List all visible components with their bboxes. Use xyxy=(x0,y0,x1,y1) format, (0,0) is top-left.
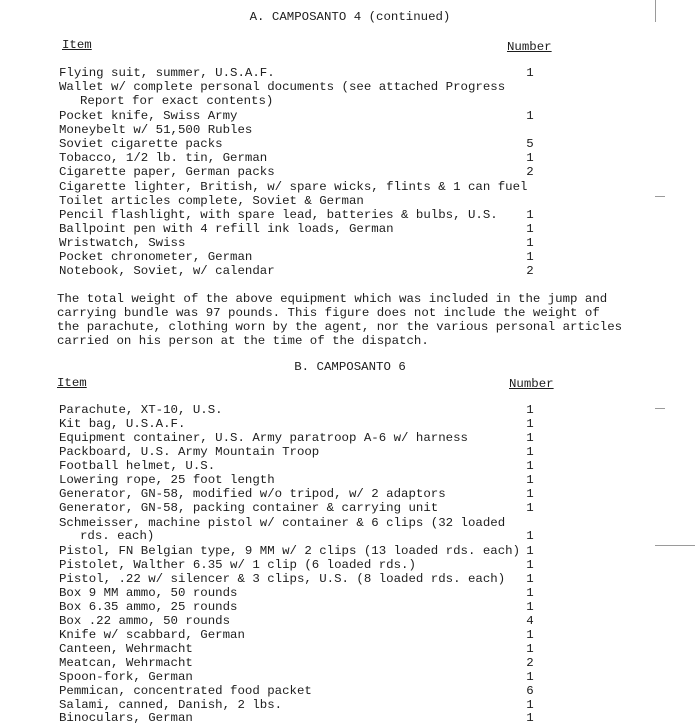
list-item xyxy=(0,614,700,628)
list-item xyxy=(0,123,700,137)
item-description: Kit bag, U.S.A.F. xyxy=(59,417,186,431)
list-item xyxy=(0,403,700,417)
item-description: Pemmican, concentrated food packet xyxy=(59,684,312,698)
list-item xyxy=(0,94,700,108)
item-description: Pistol, FN Belgian type, 9 MM w/ 2 clips (13 loaded rds. each) xyxy=(59,544,521,558)
item-description: Wristwatch, Swiss xyxy=(59,236,186,250)
list-item xyxy=(0,698,700,712)
item-description: Football helmet, U.S. xyxy=(59,459,216,473)
list-item xyxy=(0,473,700,487)
item-number: 1 xyxy=(526,544,534,558)
item-description: Tobacco, 1/2 lb. tin, German xyxy=(59,151,268,165)
paragraph-line: carried on his person at the time of the dispatch. xyxy=(57,334,429,348)
list-item xyxy=(0,165,700,179)
item-number: 1 xyxy=(526,600,534,614)
item-number: 1 xyxy=(526,151,534,165)
item-number: 6 xyxy=(526,684,534,698)
item-description: Ballpoint pen with 4 refill ink loads, German xyxy=(59,222,394,236)
list-item xyxy=(0,66,700,80)
item-description: Wallet w/ complete personal documents (see attached Progress xyxy=(59,80,506,94)
item-number: 1 xyxy=(526,473,534,487)
item-description: Soviet cigarette packs xyxy=(59,137,223,151)
paragraph-line: the parachute, clothing worn by the agent, nor the various personal articles xyxy=(57,320,623,334)
list-item xyxy=(0,572,700,586)
item-number: 1 xyxy=(526,711,534,725)
list-item xyxy=(0,109,700,123)
item-number: 2 xyxy=(526,165,534,179)
item-description: Pencil flashlight, with spare lead, batteries & bulbs, U.S. xyxy=(59,208,498,222)
list-item xyxy=(0,586,700,600)
item-number: 1 xyxy=(526,417,534,431)
item-number: 5 xyxy=(526,137,534,151)
list-item xyxy=(0,264,700,278)
list-item xyxy=(0,529,700,543)
section-b-item-header: Item xyxy=(57,376,87,390)
list-item xyxy=(0,137,700,151)
item-description: Notebook, Soviet, w/ calendar xyxy=(59,264,275,278)
item-number: 1 xyxy=(526,501,534,515)
list-item xyxy=(0,180,700,194)
list-item xyxy=(0,445,700,459)
item-description: Pistol, .22 w/ silencer & 3 clips, U.S. (8 loaded rds. each) xyxy=(59,572,506,586)
list-item xyxy=(0,642,700,656)
list-item xyxy=(0,431,700,445)
item-description: Schmeisser, machine pistol w/ container & 6 clips (32 loaded xyxy=(59,516,506,530)
list-item xyxy=(0,711,700,725)
item-description: Canteen, Wehrmacht xyxy=(59,642,193,656)
item-description: Equipment container, U.S. Army paratroop A-6 w/ harness xyxy=(59,431,468,445)
item-number: 1 xyxy=(526,670,534,684)
list-item xyxy=(0,516,700,530)
item-number: 1 xyxy=(526,558,534,572)
item-number: 2 xyxy=(526,656,534,670)
list-item xyxy=(0,600,700,614)
item-description: Knife w/ scabbard, German xyxy=(59,628,245,642)
item-description: Box .22 ammo, 50 rounds xyxy=(59,614,231,628)
section-a-number-header: Number xyxy=(507,40,552,54)
item-description: Meatcan, Wehrmacht xyxy=(59,656,193,670)
list-item xyxy=(0,501,700,515)
item-description: Parachute, XT-10, U.S. xyxy=(59,403,223,417)
item-number: 1 xyxy=(526,459,534,473)
weight-paragraph xyxy=(57,292,623,348)
item-number: 1 xyxy=(526,445,534,459)
item-description: Pocket knife, Swiss Army xyxy=(59,109,238,123)
item-description: Generator, GN-58, modified w/o tripod, w/ 2 adaptors xyxy=(59,487,446,501)
item-description: Lowering rope, 25 foot length xyxy=(59,473,275,487)
item-description: Moneybelt w/ 51,500 Rubles xyxy=(59,123,253,137)
list-item xyxy=(0,487,700,501)
item-description: Generator, GN-58, packing container & carrying unit xyxy=(59,501,439,515)
item-number: 1 xyxy=(526,222,534,236)
list-item xyxy=(0,194,700,208)
item-number: 1 xyxy=(526,642,534,656)
item-description: Packboard, U.S. Army Mountain Troop xyxy=(59,445,320,459)
item-description: rds. each) xyxy=(80,529,155,543)
item-description: Binoculars, German xyxy=(59,711,193,725)
item-number: 1 xyxy=(526,66,534,80)
item-description: Cigarette paper, German packs xyxy=(59,165,275,179)
list-item xyxy=(0,684,700,698)
item-description: Report for exact contents) xyxy=(80,94,274,108)
list-item xyxy=(0,670,700,684)
item-number: 2 xyxy=(526,264,534,278)
list-item xyxy=(0,417,700,431)
list-item xyxy=(0,236,700,250)
item-number: 1 xyxy=(526,487,534,501)
item-description: Spoon-fork, German xyxy=(59,670,193,684)
list-item xyxy=(0,544,700,558)
item-description: Salami, canned, Danish, 2 lbs. xyxy=(59,698,283,712)
section-b-number-header: Number xyxy=(509,377,554,391)
item-description: Box 9 MM ammo, 50 rounds xyxy=(59,586,238,600)
paragraph-line: carrying bundle was 97 pounds. This figure does not include the weight of xyxy=(57,306,600,320)
list-item xyxy=(0,250,700,264)
item-number: 1 xyxy=(526,109,534,123)
item-number: 1 xyxy=(526,698,534,712)
item-number: 1 xyxy=(526,236,534,250)
item-number: 1 xyxy=(526,529,534,543)
list-item xyxy=(0,628,700,642)
item-description: Box 6.35 ammo, 25 rounds xyxy=(59,600,238,614)
item-number: 1 xyxy=(526,431,534,445)
item-number: 1 xyxy=(526,403,534,417)
item-number: 4 xyxy=(526,614,534,628)
list-item xyxy=(0,558,700,572)
item-number: 1 xyxy=(526,208,534,222)
list-item xyxy=(0,656,700,670)
item-number: 1 xyxy=(526,628,534,642)
list-item xyxy=(0,222,700,236)
item-description: Cigarette lighter, British, w/ spare wicks, flints & 1 can fuel xyxy=(59,180,528,194)
paragraph-line: The total weight of the above equipment which was included in the jump and xyxy=(57,292,608,306)
item-description: Pistolet, Walther 6.35 w/ 1 clip (6 loaded rds.) xyxy=(59,558,416,572)
item-description: Pocket chronometer, German xyxy=(59,250,253,264)
section-a-title: A. CAMPOSANTO 4 (continued) xyxy=(249,10,451,24)
section-a-item-header: Item xyxy=(62,38,92,52)
list-item xyxy=(0,208,700,222)
list-item xyxy=(0,151,700,165)
section-b-title: B. CAMPOSANTO 6 xyxy=(294,360,406,374)
item-number: 1 xyxy=(526,250,534,264)
item-number: 1 xyxy=(526,586,534,600)
item-description: Flying suit, summer, U.S.A.F. xyxy=(59,66,275,80)
list-item xyxy=(0,459,700,473)
item-number: 1 xyxy=(526,572,534,586)
list-item xyxy=(0,80,700,94)
item-description: Toilet articles complete, Soviet & German xyxy=(59,194,364,208)
